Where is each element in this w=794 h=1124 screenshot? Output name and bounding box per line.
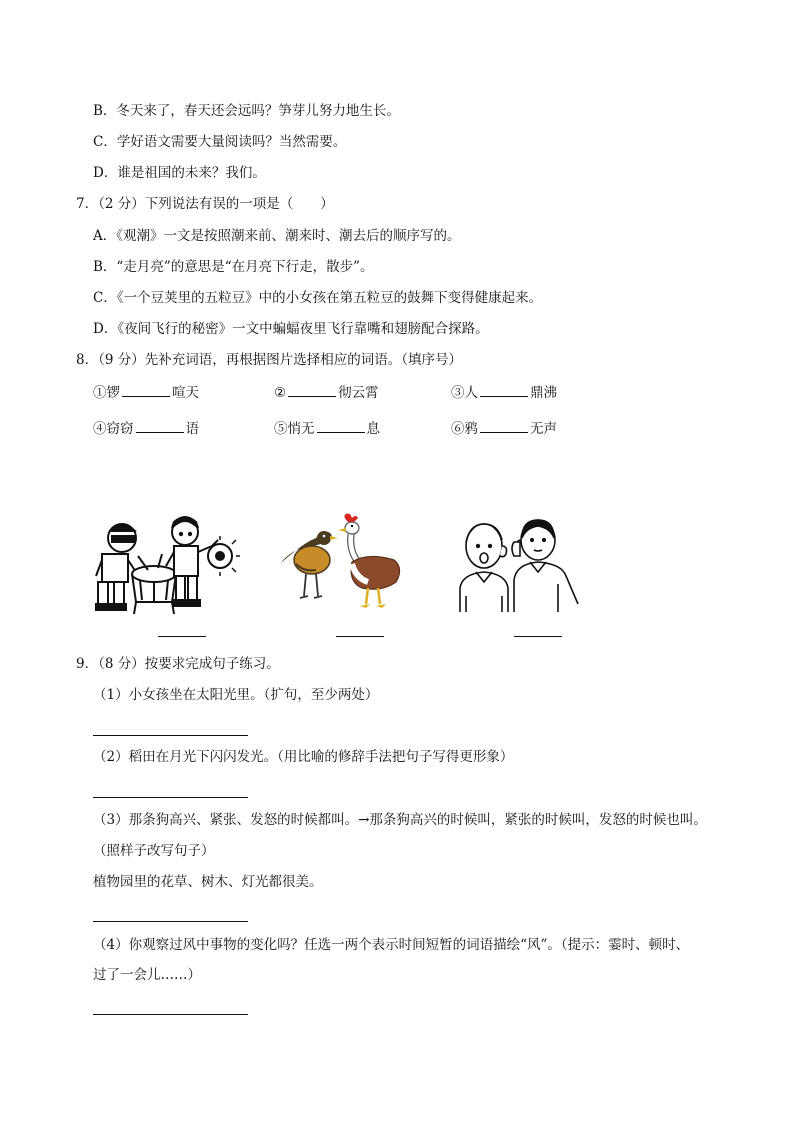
q8-item-4	[93, 420, 199, 438]
q7-option-b: B．“走月亮”的意思是“在月亮下行走，散步”。	[93, 259, 374, 275]
q8-blank[interactable]	[136, 420, 184, 433]
q7-option-c: C．《一个豆荚里的五粒豆》中的小女孩在第五粒豆的鼓舞下变得健康起来。	[93, 290, 543, 306]
q8-item-end: 无声	[530, 421, 557, 437]
q8-item-end: 彻云霄	[338, 385, 379, 401]
q6-option-c: C．学好语文需要大量阅读吗？当然需要。	[93, 134, 347, 150]
q6-option-d: D．谁是祖国的未来？我们。	[93, 165, 266, 181]
q9-sub-2-answer-line[interactable]	[93, 797, 248, 798]
q7-option-a: A．《观潮》一文是按照潮来前、潮来时、潮去后的顺序写的。	[93, 228, 461, 244]
q9-sub-4-hint: 过了一会儿……）	[93, 967, 201, 983]
q8-item-num: ①锣	[93, 385, 120, 401]
picture-1-answer-blank[interactable]	[158, 636, 206, 637]
q8-item-2	[274, 384, 379, 402]
q8-blank[interactable]	[480, 420, 528, 433]
q9-sub-3-answer-line[interactable]	[93, 921, 248, 922]
q9-sub-4: （4）你观察过风中事物的变化吗？任选一两个表示时间短暂的词语描绘“风”。（提示：霎时、顿时、	[93, 937, 690, 953]
q8-item-3	[451, 384, 557, 402]
q6-option-b: B．冬天来了，春天还会远吗？笋芽儿努力地生长。	[93, 103, 400, 119]
q9-sub-3-sentence: 植物园里的花草、树木、灯光都很美。	[93, 874, 323, 890]
q7-option-d: D．《夜间飞行的秘密》一文中蝙蝠夜里飞行靠嘴和翅膀配合探路。	[93, 321, 489, 337]
q8-item-end: 息	[366, 421, 380, 437]
q8-item-5	[274, 420, 380, 438]
q8-item-num: ③人	[451, 385, 478, 401]
q8-item-num: ④窃窃	[93, 421, 134, 437]
q8-item-end: 喧天	[172, 385, 199, 401]
q8-stem: 8．（9 分）先补充词语，再根据图片选择相应的词语。（填序号）	[76, 352, 462, 368]
q9-sub-4-answer-line[interactable]	[93, 1014, 248, 1015]
drum-gong-kids-illustration	[92, 510, 242, 615]
q8-blank[interactable]	[317, 420, 365, 433]
q8-blank[interactable]	[122, 384, 170, 397]
q8-blank[interactable]	[480, 384, 528, 397]
q8-blank[interactable]	[288, 384, 336, 397]
q8-item-num: ⑥鸦	[451, 421, 478, 437]
q8-item-end: 鼎沸	[530, 385, 557, 401]
bird-goose-illustration	[272, 512, 408, 612]
picture-2-answer-blank[interactable]	[336, 636, 384, 637]
q9-sub-3-instruction: （照样子改写句子）	[93, 843, 215, 859]
q8-item-num: ②	[274, 385, 287, 401]
q7-stem: 7．（2 分）下列说法有误的一项是（ ）	[76, 196, 334, 212]
q8-item-6	[451, 420, 557, 438]
q9-sub-1-answer-line[interactable]	[93, 735, 248, 736]
q8-item-end: 语	[185, 421, 199, 437]
q9-sub-1: （1）小女孩坐在太阳光里。（扩句，至少两处）	[93, 687, 379, 703]
q9-sub-2: （2）稻田在月光下闪闪发光。（用比喻的修辞手法把句子写得更形象）	[93, 749, 514, 765]
whispering-people-illustration	[452, 512, 582, 614]
picture-3-answer-blank[interactable]	[514, 636, 562, 637]
q8-item-num: ⑤悄无	[274, 421, 315, 437]
q9-sub-3: （3）那条狗高兴、紧张、发怒的时候都叫。→那条狗高兴的时候叫，紧张的时候叫，发怒的时候也叫。	[93, 812, 707, 828]
q9-stem: 9．（8 分）按要求完成句子练习。	[76, 656, 280, 672]
q8-item-1	[93, 384, 199, 402]
